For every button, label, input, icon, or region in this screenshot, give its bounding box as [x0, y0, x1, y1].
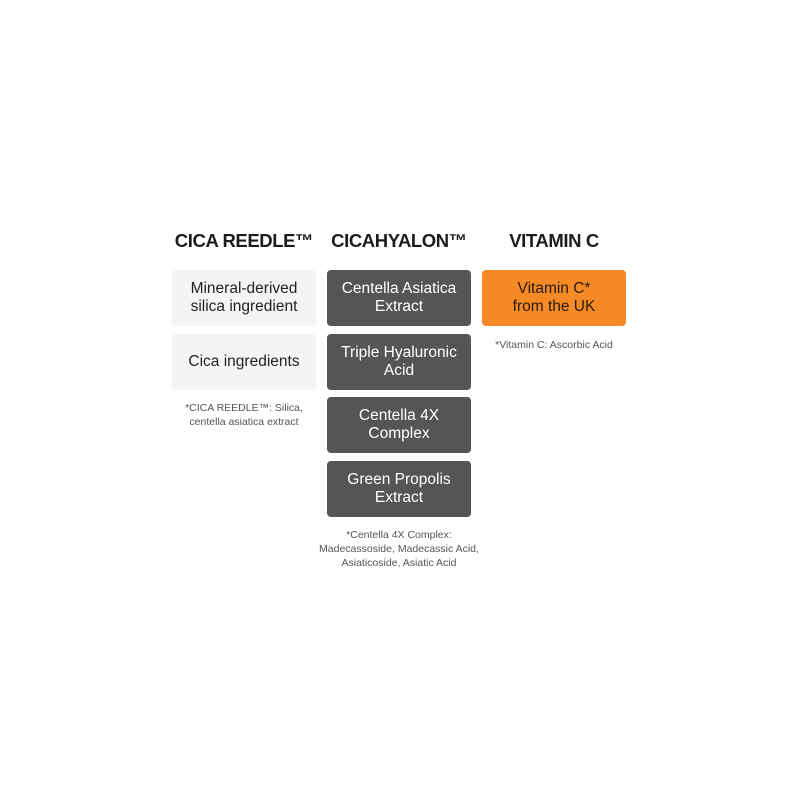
ingredient-label: Green Propolis Extract: [347, 471, 451, 506]
ingredient-box-mineral-silica: [172, 270, 316, 326]
ingredient-box-green-propolis: [327, 461, 471, 517]
ingredient-box-cica: [172, 334, 316, 390]
footnote-vitamin-c: *Vitamin C: Ascorbic Acid: [495, 339, 613, 351]
footnote-cica-reedle: *CICA REEDLE™: Silica, centella asiatica extract: [185, 402, 303, 428]
ingredient-box-centella-extract: [327, 270, 471, 326]
ingredient-label: Cica ingredients: [188, 353, 300, 370]
heading-cicahyalon: CICAHYALON™: [331, 230, 467, 251]
ingredient-box-hyaluronic-acid: [327, 334, 471, 390]
footnote-cicahyalon: *Centella 4X Complex: Madecassoside, Madecassic Acid, Asiaticoside, Asiatic Acid: [319, 529, 479, 569]
heading-vitamin-c: VITAMIN C: [509, 230, 599, 251]
ingredient-label: Vitamin C* from the UK: [512, 280, 596, 315]
ingredient-box-vitamin-c: [482, 270, 626, 326]
ingredient-box-centella-4x: [327, 397, 471, 453]
ingredient-label: Centella Asiatica Extract: [341, 280, 457, 315]
heading-cica-reedle: CICA REEDLE™: [174, 230, 314, 251]
ingredient-label: Centella 4X Complex: [358, 407, 440, 442]
ingredient-label: Triple Hyaluronic Acid: [341, 344, 457, 379]
ingredient-label: Mineral-derived silica ingredient: [190, 280, 298, 315]
